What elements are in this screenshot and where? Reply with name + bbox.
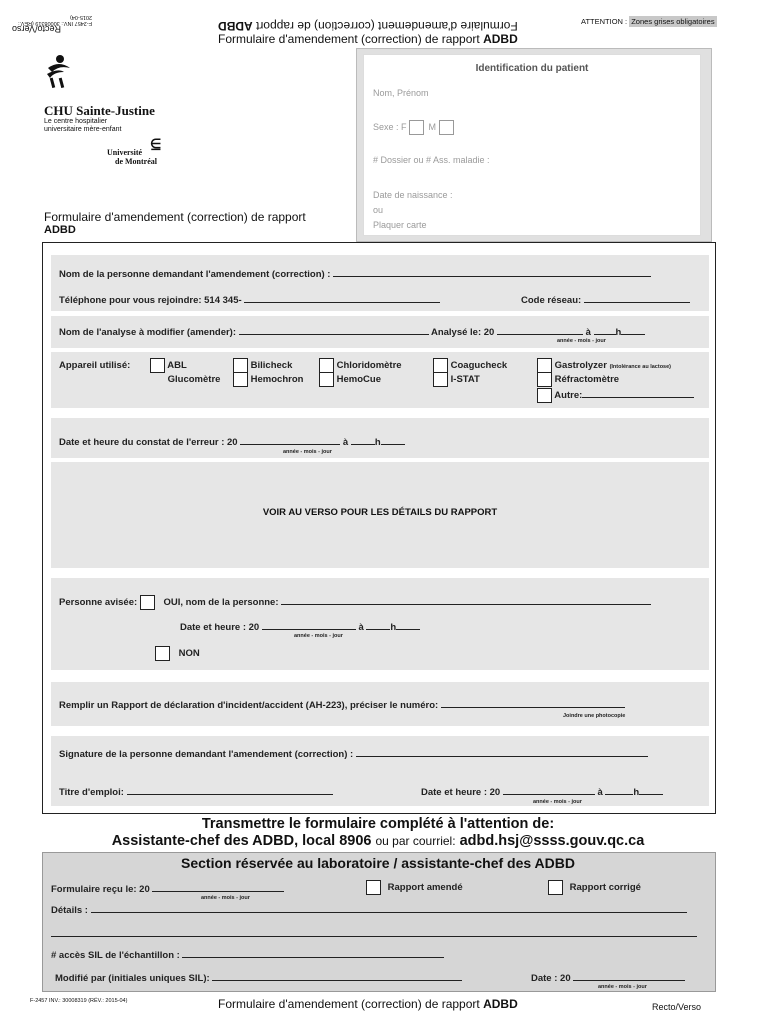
- signature-input[interactable]: [356, 746, 648, 757]
- verso-notice: VOIR AU VERSO POUR LES DÉTAILS DU RAPPORT: [262, 507, 498, 518]
- attention-label: ATTENTION :: [581, 17, 628, 26]
- refractometre-label: Réfractomètre: [554, 374, 620, 386]
- refractometre-checkbox[interactable]: [537, 372, 552, 387]
- glucometre-label: Glucomètre: [167, 374, 221, 386]
- error-h: h: [374, 437, 381, 448]
- notified-min-input[interactable]: [396, 619, 420, 630]
- hemocue-label: HemoCue: [336, 374, 381, 386]
- top-title: [218, 32, 518, 46]
- chloridometre-checkbox[interactable]: [319, 358, 334, 373]
- incident-row: [59, 697, 625, 711]
- istat-checkbox[interactable]: [433, 372, 448, 387]
- top-title-bold: ADBD: [483, 32, 518, 46]
- requester-name-input[interactable]: [333, 266, 651, 277]
- lab-sil-row: [51, 947, 444, 961]
- device-chloridometre[interactable]: [319, 358, 402, 373]
- istat-label: I-STAT: [450, 374, 480, 386]
- requester-name-row: [59, 266, 651, 280]
- network-label: Code réseau:: [521, 295, 582, 306]
- incident-hint: Joindre une photocopie: [563, 713, 626, 719]
- device-hemochron[interactable]: [233, 372, 303, 387]
- signature-date-label: Date et heure : 20: [421, 787, 501, 798]
- corrected-label: Rapport corrigé: [569, 882, 641, 894]
- corrected-checkbox[interactable]: [548, 880, 563, 895]
- lab-received-label: Formulaire reçu le: 20: [51, 884, 150, 895]
- signature-date-row: [421, 784, 663, 798]
- hemochron-checkbox[interactable]: [233, 372, 248, 387]
- analysed-h: h: [615, 327, 622, 338]
- form-title-line1: Formulaire d'amendement (correction) de rapport: [44, 210, 306, 224]
- lab-date-row: [531, 970, 685, 984]
- lab-modified-input[interactable]: [212, 970, 462, 981]
- job-label: Titre d'emploi:: [59, 787, 124, 798]
- non-label: NON: [178, 648, 200, 660]
- signature-hour-input[interactable]: [605, 784, 633, 795]
- lab-sil-label: # accès SIL de l'échantillon :: [51, 950, 180, 961]
- error-hint: année - mois - jour: [283, 449, 332, 455]
- notified-row: [59, 594, 651, 610]
- univ-line2: de Montréal: [115, 157, 157, 166]
- patient-sex-label: Sexe : F: [373, 121, 407, 132]
- analysis-row: [59, 324, 645, 338]
- transmit-email-link[interactable]: adbd.hsj@ssss.gouv.qc.ca: [459, 833, 645, 849]
- notified-name-input[interactable]: [281, 594, 651, 605]
- patient-box-inner: [363, 54, 701, 236]
- lab-date-label: Date : 20: [531, 973, 571, 984]
- device-hemocue[interactable]: [319, 372, 381, 387]
- lab-modified-row: [55, 970, 462, 984]
- footer-recto: Recto/Verso: [652, 1002, 702, 1012]
- bilicheck-label: Bilicheck: [250, 360, 293, 372]
- patient-dossier-field[interactable]: # Dossier ou # Ass. maladie :: [373, 155, 490, 165]
- requester-phone-row: [59, 292, 440, 306]
- flipped-title-bold: ADBD: [218, 19, 253, 33]
- patient-name-field[interactable]: Nom, Prénom: [373, 88, 429, 98]
- phone-input[interactable]: [244, 292, 440, 303]
- device-label: Appareil utilisé:: [59, 360, 131, 371]
- non-row: [155, 646, 200, 661]
- footer-title-bold: ADBD: [483, 997, 518, 1011]
- error-label: Date et heure du constat de l'erreur : 20: [59, 437, 238, 448]
- notified-date-row: [180, 619, 420, 633]
- org-name: CHU Sainte-Justine: [44, 103, 155, 118]
- lab-date-input[interactable]: [573, 970, 685, 981]
- udem-logo-icon: ⋸: [150, 136, 162, 151]
- patient-or: ou: [373, 205, 384, 215]
- footer-title-text: Formulaire d'amendement (correction) de rapport: [218, 997, 480, 1011]
- analysed-hint: année - mois - jour: [557, 338, 606, 344]
- analysis-label: Nom de l'analyse à modifier (amender):: [59, 327, 237, 338]
- lab-details-line2[interactable]: [51, 926, 697, 937]
- network-input[interactable]: [584, 292, 690, 303]
- device-coagucheck[interactable]: [433, 358, 507, 373]
- flipped-title-text: Formulaire d'amendement (correction) de rapport: [256, 19, 518, 33]
- error-at: à: [342, 437, 349, 448]
- lab-details-row: [51, 902, 687, 916]
- patient-card: Plaquer carte: [373, 220, 427, 230]
- transmit-line1: Transmettre le formulaire complété à l'attention de:: [201, 816, 555, 832]
- oui-checkbox[interactable]: [140, 595, 155, 610]
- abl-label: ABL: [167, 360, 187, 372]
- footer-meta: F-2457 INV.: 30008319 (RÉV.: 2015-04): [30, 998, 128, 1004]
- error-hour-input[interactable]: [351, 434, 375, 445]
- lab-sil-input[interactable]: [182, 947, 444, 958]
- transmit-or: ou par courriel:: [375, 834, 456, 848]
- analysed-at: à: [585, 327, 591, 338]
- univ-line1: Université: [107, 148, 143, 157]
- footer-title: [218, 997, 518, 1011]
- notified-hint: année - mois - jour: [294, 633, 343, 639]
- lab-received-hint: année - mois - jour: [201, 895, 250, 901]
- notified-date-input[interactable]: [262, 619, 356, 630]
- device-bilicheck[interactable]: [233, 358, 292, 373]
- patient-sex-row: [373, 120, 454, 135]
- analysed-min-input[interactable]: [621, 324, 645, 335]
- chloridometre-label: Chloridomètre: [336, 360, 402, 372]
- hemocue-checkbox[interactable]: [319, 372, 334, 387]
- amended-label: Rapport amendé: [387, 882, 463, 894]
- signature-label: Signature de la personne demandant l'amendement (correction) :: [59, 749, 354, 760]
- autre-input[interactable]: [582, 387, 694, 398]
- analysis-input[interactable]: [239, 324, 429, 335]
- transmit-assistant: Assistante-chef des ADBD, local 8906: [111, 833, 372, 849]
- analysed-date-input[interactable]: [497, 324, 583, 335]
- lab-details-input[interactable]: [91, 902, 687, 913]
- signature-min-input[interactable]: [639, 784, 663, 795]
- signature-row: [59, 746, 648, 760]
- patient-sex-m-label: M: [428, 121, 437, 132]
- coagucheck-label: Coagucheck: [450, 360, 508, 372]
- job-input[interactable]: [127, 784, 333, 795]
- bilicheck-checkbox[interactable]: [233, 358, 248, 373]
- analysed-label: Analysé le: 20: [430, 327, 495, 338]
- notified-label: Personne avisée:: [59, 597, 138, 608]
- signature-at: à: [597, 787, 603, 798]
- amended-checkbox[interactable]: [366, 880, 381, 895]
- chu-logo-icon: [44, 54, 74, 88]
- incident-label: Remplir un Rapport de déclaration d'incident/accident (AH-223), préciser le numéro:: [59, 700, 439, 711]
- chu-logo: [44, 54, 74, 88]
- hemochron-label: Hemochron: [250, 374, 304, 386]
- error-min-input[interactable]: [381, 434, 405, 445]
- network-row: [521, 292, 690, 306]
- form-title-line2: ADBD: [44, 224, 76, 236]
- sex-m-checkbox[interactable]: [439, 120, 454, 135]
- error-row: [59, 434, 405, 448]
- lab-received-input[interactable]: [152, 881, 284, 892]
- lab-date-hint: année - mois - jour: [598, 984, 647, 990]
- autre-label: Autre:: [554, 390, 583, 401]
- patient-dob-field[interactable]: Date de naissance :: [373, 190, 453, 200]
- transmit-line2: [42, 833, 714, 849]
- lab-amended[interactable]: [366, 880, 463, 895]
- patient-box: [356, 48, 712, 242]
- org-sub2: universitaire mère-enfant: [44, 126, 122, 133]
- notified-at: à: [358, 622, 364, 633]
- notified-date-label: Date et heure : 20: [180, 622, 260, 633]
- oui-label: OUI, nom de la personne:: [163, 597, 279, 608]
- abl-checkbox[interactable]: [150, 358, 165, 373]
- device-autre[interactable]: [537, 387, 694, 403]
- flipped-recto: Recto/Verso: [12, 24, 62, 34]
- incident-number-input[interactable]: [441, 697, 625, 708]
- org-sub1: Le centre hospitalier: [44, 118, 108, 125]
- notified-h: h: [390, 622, 397, 633]
- attention-value: Zones grises obligatoires: [631, 17, 715, 26]
- signature-h: h: [633, 787, 640, 798]
- lab-received-row: [51, 881, 284, 895]
- patient-heading: Identification du patient: [475, 63, 589, 74]
- error-date-input[interactable]: [240, 434, 340, 445]
- notified-hour-input[interactable]: [366, 619, 390, 630]
- coagucheck-checkbox[interactable]: [433, 358, 448, 373]
- gastrolyzer-checkbox[interactable]: [537, 358, 552, 373]
- device-refractometre[interactable]: [537, 372, 619, 387]
- flipped-title: [218, 19, 518, 33]
- device-abl[interactable]: [150, 358, 187, 373]
- attention-note: [581, 17, 717, 26]
- gastrolyzer-note: (Intolérance au lactose): [609, 364, 671, 371]
- top-title-text: Formulaire d'amendement (correction) de rapport: [218, 32, 480, 46]
- analysed-hour-input[interactable]: [594, 324, 616, 335]
- non-checkbox[interactable]: [155, 646, 170, 661]
- autre-checkbox[interactable]: [537, 388, 552, 403]
- device-glucometre[interactable]: [150, 372, 220, 387]
- flipped-meta: F-2457 INV.: 30008319 (RÉV.: 2015-04): [18, 14, 92, 26]
- requester-name-label: Nom de la personne demandant l'amendement (correction) :: [59, 269, 331, 280]
- job-row: [59, 784, 333, 798]
- phone-label: Téléphone pour vous rejoindre: 514 345-: [59, 295, 242, 306]
- device-istat[interactable]: [433, 372, 480, 387]
- form-title: [44, 210, 306, 236]
- sex-f-checkbox[interactable]: [409, 120, 424, 135]
- gastrolyzer-label: Gastrolyzer: [554, 360, 607, 372]
- lab-modified-label: Modifié par (initiales uniques SIL):: [55, 973, 210, 984]
- lab-corrected[interactable]: [548, 880, 641, 895]
- signature-date-input[interactable]: [503, 784, 595, 795]
- lab-heading: Section réservée au laboratoire / assistante-chef des ADBD: [181, 855, 575, 871]
- device-gastrolyzer[interactable]: [537, 358, 671, 373]
- lab-details-label: Détails :: [51, 905, 88, 916]
- signature-hint: année - mois - jour: [533, 799, 582, 805]
